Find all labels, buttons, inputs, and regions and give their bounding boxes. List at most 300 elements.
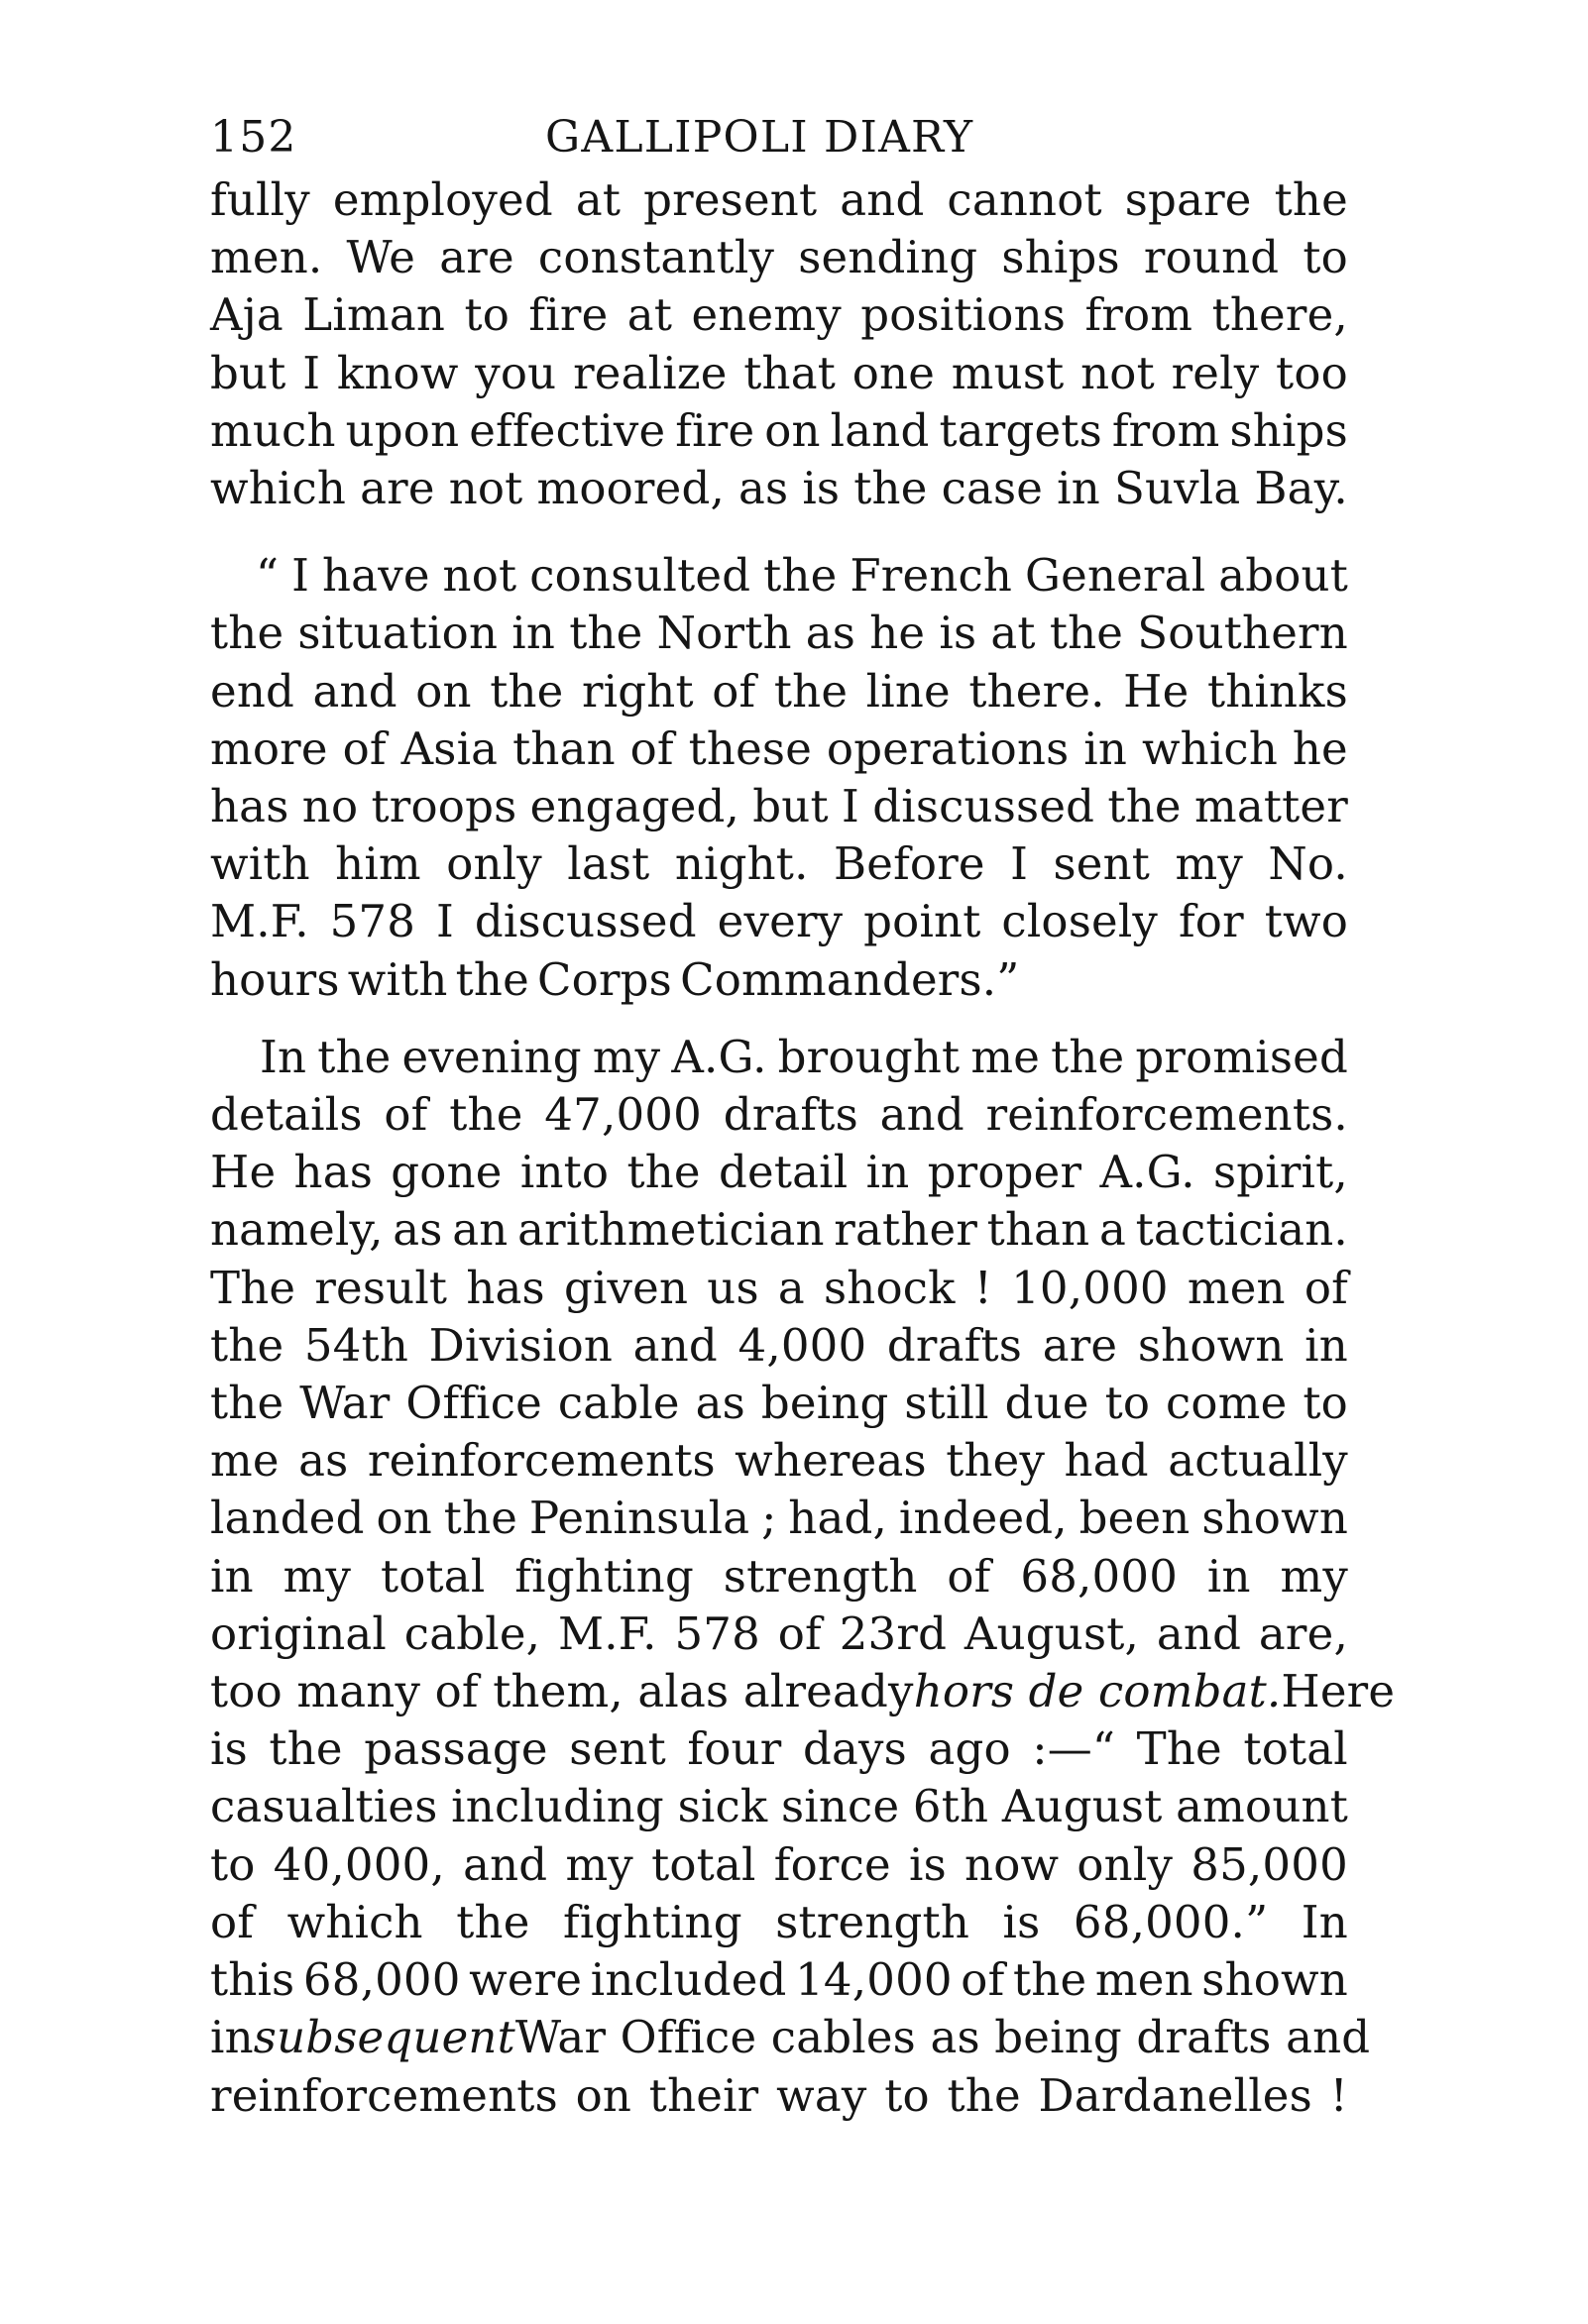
word: their	[648, 2068, 759, 2122]
word: the	[1013, 1953, 1087, 2007]
word: me	[970, 1030, 1041, 1083]
word: spirit,	[1212, 1146, 1348, 1199]
word: line	[865, 664, 951, 718]
text-line	[210, 1894, 1348, 1951]
word: War	[299, 1377, 391, 1430]
italic-word-subsequent: subsequent	[253, 2011, 515, 2064]
text-segment: in	[210, 2011, 254, 2064]
word: In	[260, 1030, 307, 1083]
word: and	[312, 664, 397, 718]
word: tactician.	[1135, 1203, 1348, 1257]
text-segment: Here	[1281, 1665, 1396, 1718]
word: original	[210, 1606, 387, 1660]
word: you	[475, 346, 557, 399]
word: I	[291, 549, 310, 603]
word: The	[1136, 1722, 1222, 1776]
word: the	[773, 664, 849, 718]
text-line	[210, 1144, 1348, 1201]
word: the	[449, 1088, 523, 1142]
word: as	[298, 1434, 349, 1488]
word: way	[776, 2068, 867, 2122]
word: which	[210, 462, 347, 515]
text-line	[210, 720, 1348, 778]
word: are	[1042, 1318, 1118, 1372]
word: of	[384, 1088, 428, 1142]
word: in	[1304, 1318, 1348, 1372]
word: not	[448, 462, 523, 515]
word: effective	[469, 403, 666, 457]
word: spare	[1124, 173, 1252, 226]
word: The	[210, 1261, 296, 1314]
word: the	[455, 952, 529, 1006]
word: M.F.	[557, 1606, 657, 1660]
text-line	[210, 547, 1348, 605]
word: !	[1329, 2068, 1348, 2122]
word: “	[256, 549, 280, 603]
word: had	[1064, 1434, 1149, 1488]
word: A.G.	[1099, 1146, 1195, 1199]
word: Southern	[1137, 607, 1348, 660]
word: as	[738, 462, 789, 515]
word: four	[687, 1722, 782, 1776]
word: strength	[775, 1895, 970, 1948]
word: Commanders.”	[680, 952, 1020, 1006]
word: are	[439, 231, 514, 284]
word: my	[592, 1030, 661, 1083]
word: detail	[719, 1146, 849, 1199]
word: no	[301, 780, 359, 833]
word: 47,000	[544, 1088, 702, 1142]
word: round	[1143, 231, 1280, 284]
word: since	[780, 1780, 900, 1833]
word: to	[464, 288, 510, 342]
word: my	[1175, 837, 1243, 891]
text-line	[210, 229, 1348, 286]
word: matter	[1193, 780, 1348, 833]
word: In	[1301, 1895, 1348, 1948]
word: us	[707, 1261, 759, 1314]
word: in	[1206, 1549, 1251, 1603]
word: sent	[1053, 837, 1151, 891]
word: of	[629, 721, 674, 775]
word: drafts	[886, 1318, 1023, 1372]
word: right	[581, 664, 694, 718]
word: moored,	[536, 462, 725, 515]
text-line	[210, 1375, 1348, 1432]
word: land	[830, 403, 930, 457]
word: on	[415, 664, 472, 718]
text-line	[210, 1951, 1348, 2009]
word: is	[908, 1837, 947, 1891]
word: August,	[964, 1606, 1140, 1660]
word: Peninsula	[528, 1492, 750, 1545]
word: We	[346, 231, 416, 284]
word: and	[840, 173, 925, 226]
paragraph-evening-entry	[210, 1029, 1396, 2125]
word: the	[210, 1318, 284, 1372]
word: which	[286, 1895, 423, 1948]
word: positions	[860, 288, 1067, 342]
word: shown	[1201, 1492, 1348, 1545]
word: employed	[332, 173, 553, 226]
word: force	[773, 1837, 891, 1891]
word: fighting	[514, 1549, 694, 1603]
word: 23rd	[839, 1606, 948, 1660]
word: reinforcements	[367, 1434, 716, 1488]
word: more	[210, 721, 328, 775]
word: to	[884, 2068, 930, 2122]
word: and	[632, 1318, 718, 1372]
word: he	[869, 607, 926, 660]
word: enemy	[691, 288, 842, 342]
word: No.	[1268, 837, 1348, 891]
word: the	[1107, 780, 1182, 833]
word: every	[717, 895, 844, 948]
word: only	[446, 837, 542, 891]
word: been	[1078, 1492, 1191, 1545]
word: the	[1049, 607, 1124, 660]
word: arithmetician	[517, 1203, 825, 1257]
text-line	[210, 1720, 1348, 1778]
word: realize	[573, 346, 728, 399]
word: end	[210, 664, 295, 718]
word: in	[1083, 721, 1128, 775]
word: indeed,	[898, 1492, 1068, 1545]
word: cable	[557, 1377, 680, 1430]
word: are,	[1258, 1606, 1348, 1660]
word: landed	[210, 1492, 365, 1545]
word: 578	[674, 1606, 760, 1660]
word: days	[802, 1722, 907, 1776]
word: sick	[677, 1780, 768, 1833]
word: engaged,	[529, 780, 740, 833]
word: much	[210, 403, 336, 457]
word: passage	[364, 1722, 548, 1776]
word: sending	[798, 231, 978, 284]
word: still	[904, 1377, 989, 1430]
text-line	[210, 1201, 1348, 1259]
word: my	[565, 1837, 633, 1891]
word: has	[210, 780, 289, 833]
word: as	[695, 1377, 745, 1430]
word: him	[335, 837, 421, 891]
word: total	[380, 1549, 486, 1603]
paragraph-quoted-letter	[210, 547, 1348, 1009]
word: Liman	[302, 288, 446, 342]
word: targets	[939, 403, 1102, 457]
word: fire	[675, 403, 755, 457]
word: present	[643, 173, 818, 226]
word: fully	[210, 173, 310, 226]
word: constantly	[537, 231, 775, 284]
text-line	[210, 1317, 1348, 1375]
text-line	[210, 1086, 1348, 1144]
word: ships	[1001, 231, 1120, 284]
running-title: GALLIPOLI DIARY	[545, 112, 974, 163]
word: 68,000	[1020, 1549, 1179, 1603]
word: on	[764, 403, 821, 457]
word: whereas	[735, 1434, 927, 1488]
word: but	[210, 346, 286, 399]
word: of	[947, 1549, 991, 1603]
word: at	[990, 607, 1036, 660]
word: He	[210, 1146, 277, 1199]
word: Aja	[210, 288, 284, 342]
word: details	[210, 1088, 363, 1142]
word: than	[512, 721, 616, 775]
paragraph-continued-letter	[210, 171, 1348, 517]
word: me	[210, 1434, 280, 1488]
word: not	[1080, 346, 1155, 399]
word: there,	[1211, 288, 1348, 342]
word: an	[452, 1203, 509, 1257]
word: come	[1166, 1377, 1288, 1430]
word: a	[1098, 1203, 1127, 1257]
word: point	[863, 895, 981, 948]
word: with	[347, 952, 448, 1006]
word: upon	[345, 403, 460, 457]
word: drafts	[723, 1088, 858, 1142]
word: case	[941, 462, 1044, 515]
word: 68,000	[302, 1953, 461, 2007]
word: shown	[1201, 1953, 1348, 2007]
text-line	[210, 893, 1348, 950]
word: my	[283, 1549, 352, 1603]
word: Suvla	[1113, 462, 1241, 515]
word: 4,000	[737, 1318, 867, 1372]
text-line-mixed	[210, 1663, 1396, 1720]
word: the	[456, 1895, 530, 1948]
word: He	[1123, 664, 1190, 718]
word: to	[1303, 1377, 1348, 1430]
word: the	[317, 1030, 392, 1083]
word: men.	[210, 231, 323, 284]
word: have	[321, 549, 430, 603]
word: has	[293, 1146, 374, 1199]
word: the	[210, 1377, 284, 1430]
word: given	[563, 1261, 689, 1314]
word: Office	[405, 1377, 542, 1430]
word: troops	[371, 780, 517, 833]
word: at	[575, 173, 622, 226]
word: 85,000	[1191, 1837, 1348, 1891]
word: these	[688, 721, 813, 775]
text-line	[210, 1836, 1348, 1894]
word: French	[850, 549, 1013, 603]
word: 6th	[912, 1780, 989, 1833]
text-line	[210, 460, 1348, 517]
text-line	[210, 1605, 1348, 1663]
word: gone	[391, 1146, 503, 1199]
italic-phrase-hors-de-combat: hors de combat.	[913, 1665, 1282, 1718]
text-line	[210, 345, 1348, 402]
word: I	[1010, 837, 1029, 891]
word: a	[777, 1261, 805, 1314]
word: and	[1156, 1606, 1242, 1660]
word: men	[1094, 1953, 1193, 2007]
word: reinforcements	[210, 2068, 558, 2122]
word: result	[314, 1261, 448, 1314]
word: about	[1218, 549, 1348, 603]
word: into	[519, 1146, 610, 1199]
word: has	[466, 1261, 545, 1314]
word: know	[336, 346, 459, 399]
word: to	[1104, 1377, 1151, 1430]
word: Division	[428, 1318, 614, 1372]
word: North	[656, 607, 792, 660]
word: and	[463, 1837, 548, 1891]
word: of	[777, 1606, 822, 1660]
word: but	[752, 780, 829, 833]
word: the	[443, 1492, 518, 1545]
word: amount	[1176, 1780, 1348, 1833]
text-line	[210, 605, 1348, 662]
word: total	[1243, 1722, 1348, 1776]
word: situation	[297, 607, 499, 660]
word: from	[1084, 288, 1193, 342]
word: the	[626, 1146, 701, 1199]
word: 40,000,	[273, 1837, 445, 1891]
word: Asia	[400, 721, 499, 775]
word: discussed	[474, 895, 697, 948]
word: only	[1077, 1837, 1174, 1891]
word: the	[853, 462, 928, 515]
word: 68,000.”	[1073, 1895, 1269, 1948]
word: Before	[833, 837, 985, 891]
word: of	[1304, 1261, 1348, 1314]
word: :—“	[1032, 1722, 1116, 1776]
word: too	[1276, 346, 1348, 399]
word: Corps	[537, 952, 672, 1006]
word: hours	[210, 952, 340, 1006]
word: to	[1303, 231, 1348, 284]
word: the	[490, 664, 564, 718]
text-line	[210, 171, 1348, 229]
word: namely,	[210, 1203, 384, 1257]
word: I	[435, 895, 454, 948]
word: not	[442, 549, 517, 603]
word: thinks	[1206, 664, 1348, 718]
word: discussed	[872, 780, 1095, 833]
text-line	[210, 1490, 1348, 1547]
text-line	[210, 1029, 1348, 1086]
word: is	[1002, 1895, 1041, 1948]
word: is	[802, 462, 841, 515]
word: which	[1141, 721, 1279, 775]
word: one	[851, 346, 936, 399]
word: shock	[823, 1261, 956, 1314]
word: being	[760, 1377, 889, 1430]
word: now	[964, 1837, 1060, 1891]
word: in	[865, 1146, 910, 1199]
text-line	[210, 2067, 1348, 2125]
word: had,	[788, 1492, 888, 1545]
word: 578	[329, 895, 416, 948]
word: 54th	[303, 1318, 409, 1372]
word: is	[210, 1722, 248, 1776]
word: must	[951, 346, 1065, 399]
word: cannot	[947, 173, 1102, 226]
text-segment: too many of them, alas already	[210, 1665, 914, 1718]
text-line-mixed	[210, 2009, 1371, 2066]
word: in	[210, 1549, 254, 1603]
word: at	[626, 288, 673, 342]
word: in	[511, 607, 556, 660]
word: reinforcements.	[985, 1088, 1348, 1142]
word: fire	[528, 288, 609, 342]
text-segment: War Office cables as being drafts and	[514, 2011, 1371, 2064]
word: M.F.	[210, 895, 309, 948]
word: sent	[569, 1722, 666, 1776]
word: rather	[834, 1203, 978, 1257]
word: I	[302, 346, 321, 399]
text-line	[210, 1548, 1348, 1605]
text-line	[210, 778, 1348, 835]
word: closely	[1001, 895, 1159, 948]
word: he	[1292, 721, 1348, 775]
text-line	[210, 1260, 1348, 1317]
word: fighting	[563, 1895, 742, 1948]
word: there.	[968, 664, 1105, 718]
word: is	[939, 607, 977, 660]
word: of	[712, 664, 756, 718]
text-line	[210, 663, 1348, 720]
word: the	[1274, 173, 1348, 226]
word: men	[1187, 1261, 1286, 1314]
word: on	[575, 2068, 632, 2122]
word: for	[1178, 895, 1244, 948]
word: that	[743, 346, 837, 399]
word: from	[1111, 403, 1220, 457]
word: cable,	[403, 1606, 541, 1660]
word: ago	[928, 1722, 1011, 1776]
word: Bay.	[1254, 462, 1348, 515]
word: as	[805, 607, 856, 660]
word: are	[360, 462, 435, 515]
word: August	[1001, 1780, 1163, 1833]
word: the	[569, 607, 643, 660]
word: consulted	[529, 549, 751, 603]
word: than	[986, 1203, 1090, 1257]
page-number: 152	[210, 112, 297, 163]
word: of	[342, 721, 387, 775]
text-line	[210, 835, 1348, 893]
word: actually	[1168, 1434, 1348, 1488]
word: operations	[826, 721, 1070, 775]
word: of	[210, 1895, 255, 1948]
word: on	[376, 1492, 432, 1545]
text-line	[210, 402, 1348, 460]
text-line	[210, 1778, 1348, 1835]
word: due	[1004, 1377, 1089, 1430]
word: shown	[1137, 1318, 1285, 1372]
word: two	[1264, 895, 1348, 948]
word: and	[879, 1088, 964, 1142]
word: as	[393, 1203, 443, 1257]
text-line	[210, 1432, 1348, 1490]
running-header	[210, 104, 1348, 171]
word: this	[210, 1953, 295, 2007]
word: A.G.	[671, 1030, 767, 1083]
word: they	[946, 1434, 1046, 1488]
word: casualties	[210, 1780, 438, 1833]
word: night.	[674, 837, 809, 891]
word: ships	[1229, 403, 1348, 457]
text-line	[210, 951, 1348, 1009]
word: the	[210, 607, 284, 660]
word: promised	[1135, 1030, 1348, 1083]
word: 10,000	[1011, 1261, 1169, 1314]
